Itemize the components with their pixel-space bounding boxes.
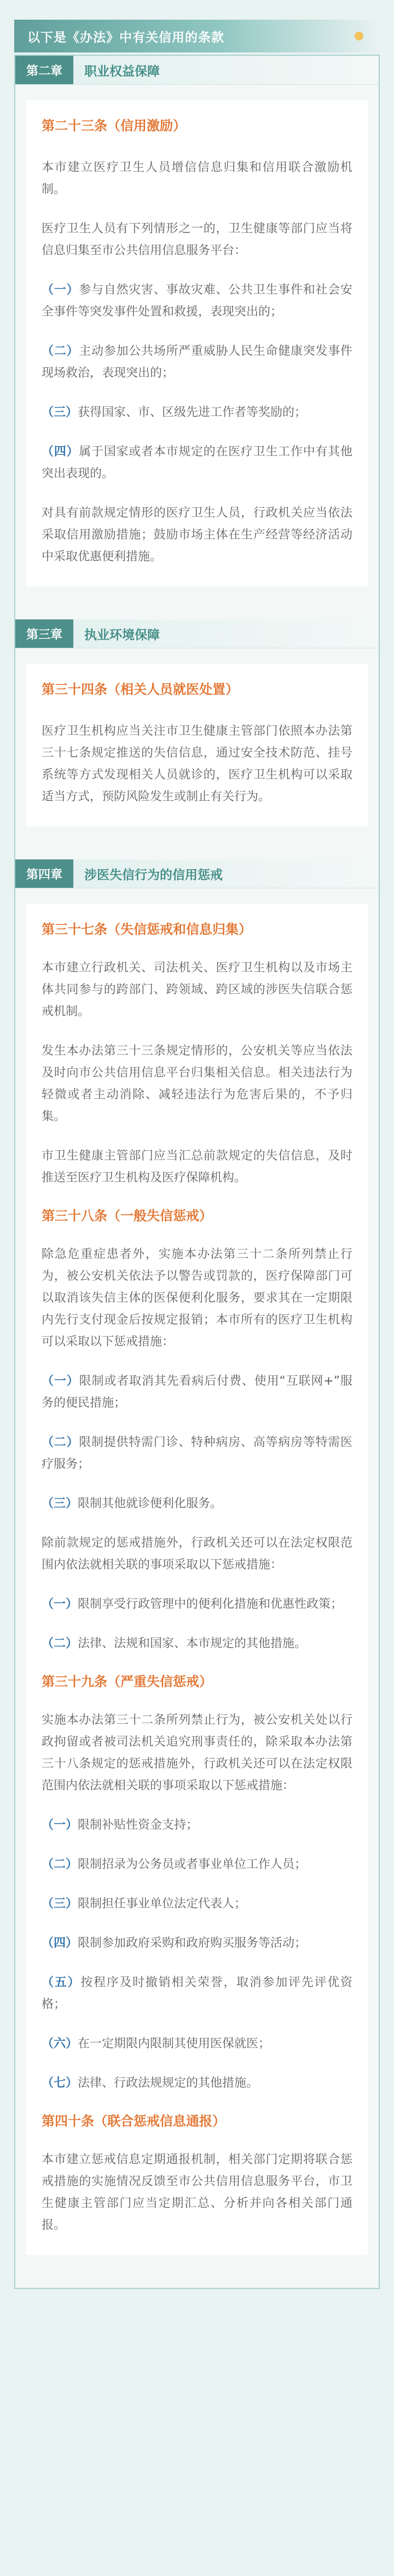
list-item	[42, 1594, 352, 1615]
item-number: （五）	[42, 1976, 81, 1989]
item-text: 限制提供特需门诊、特种病房、高等病房等特需医疗服务；	[42, 1436, 352, 1471]
list-item	[42, 1432, 352, 1476]
article-paragraph: 对具有前款规定情形的医疗卫生人员，行政机关应当依法采取信用激励措施；鼓励市场主体在生产经营等经济活动中采取优惠便利措施。	[42, 506, 352, 564]
chapter-title: 涉医失信行为的信用惩戒	[84, 868, 223, 882]
chapter-header	[15, 859, 379, 888]
list-item	[42, 1814, 352, 1836]
article-paragraph: 实施本办法第三十二条所列禁止行为，被公安机关处以行政拘留或者被司法机关追究刑事责任的，除采取本办法第三十八条规定的惩戒措施外，行政机关还可以在法定权限范围内依法就相关联的事项采取以下惩戒措施：	[42, 1713, 352, 1793]
item-number: （二）	[42, 1637, 78, 1650]
list-item	[42, 2033, 352, 2055]
intro-banner	[14, 20, 380, 52]
list-item	[42, 1854, 352, 1876]
item-text: 法律、行政法规规定的其他措施。	[78, 2076, 259, 2090]
intro-title: 以下是《办法》中有关信用的条款	[27, 30, 224, 45]
list-item	[42, 1633, 352, 1655]
item-text: 获得国家、市、区级先进工作者等奖励的；	[78, 406, 307, 419]
item-number: （三）	[42, 406, 78, 419]
item-number: （二）	[42, 344, 79, 358]
list-item	[42, 341, 352, 384]
article-paragraph: 除前款规定的惩戒措施外，行政机关还可以在法定权限范围内依法就相关联的事项采取以下惩戒措施：	[42, 1536, 352, 1572]
item-number: （三）	[42, 1897, 78, 1911]
article-title: 第三十九条（严重失信惩戒）	[42, 1674, 212, 1689]
chapter-number: 第三章	[15, 619, 73, 648]
item-number: （四）	[42, 1936, 78, 1950]
article-paragraph: 除急危重症患者外，实施本办法第三十二条所列禁止行为，被公安机关依法予以警告或罚款的，医疗保障部门可以取消该失信主体的医保便利化服务，要求其在一定期限内先行支付现金后按规定报销；本市所有的医疗卫生机构可以采取以下惩戒措施：	[42, 1248, 352, 1349]
chapter-number: 第二章	[15, 56, 73, 84]
list-item	[42, 2072, 352, 2094]
article-paragraph: 医疗卫生人员有下列情形之一的，卫生健康等部门应当将信息归集至市公共信用信息服务平台：	[42, 222, 352, 257]
item-text: 在一定期限内限制其使用医保就医；	[78, 2037, 271, 2051]
list-item	[42, 441, 352, 485]
item-text: 限制补贴性资金支持；	[78, 1818, 199, 1832]
item-number: （四）	[42, 445, 79, 459]
item-number: （三）	[42, 1497, 78, 1511]
item-text: 限制担任事业单位法定代表人；	[78, 1897, 247, 1911]
item-number: （一）	[42, 1597, 78, 1611]
item-number: （二）	[42, 1858, 78, 1871]
list-item	[42, 1933, 352, 1954]
item-text: 参与自然灾害、事故灾难、公共卫生事件和社会安全事件等突发事件处置和救援，表现突出的；	[42, 283, 352, 319]
item-number: （一）	[42, 1374, 79, 1388]
content-frame	[14, 55, 380, 2289]
article-title: 第二十三条（信用激励）	[42, 118, 186, 133]
chapter-section	[15, 888, 379, 2288]
item-text: 限制招录为公务员或者事业单位工作人员；	[78, 1858, 307, 1871]
list-item	[42, 279, 352, 323]
article-paragraph: 医疗卫生机构应当关注市卫生健康主管部门依照本办法第三十七条规定推送的失信信息，通过安全技术防范、挂号系统等方式发现相关人员就诊的，医疗卫生机构可以采取适当方式，预防风险发生或制止有关行为。	[42, 724, 352, 804]
article-title: 第三十七条（失信惩戒和信息归集）	[42, 922, 252, 937]
article-card	[26, 100, 368, 587]
article-paragraph: 本市建立行政机关、司法机关、医疗卫生机构以及市场主体共同参与的跨部门、跨领域、跨区域的涉医失信联合惩戒机制。	[42, 961, 352, 1018]
item-number: （二）	[42, 1436, 79, 1449]
item-number: （六）	[42, 2037, 78, 2051]
article-paragraph: 本市建立医疗卫生人员增信信息归集和信用联合激励机制。	[42, 161, 352, 196]
item-text: 属于国家或者本市规定的在医疗卫生工作中有其他突出表现的。	[42, 445, 352, 481]
chapter-header	[15, 619, 379, 648]
article-card	[26, 664, 368, 827]
article-title: 第三十八条（一般失信惩戒）	[42, 1208, 212, 1223]
chapter-number: 第四章	[15, 859, 73, 888]
list-item	[42, 1493, 352, 1515]
item-text: 法律、法规和国家、本市规定的其他措施。	[78, 1637, 307, 1650]
chapter-title: 职业权益保障	[84, 64, 160, 79]
item-text: 限制其他就诊便利化服务。	[78, 1497, 223, 1511]
decorative-dot-icon	[355, 32, 363, 40]
article-paragraph: 本市建立惩戒信息定期通报机制，相关部门定期将联合惩戒措施的实施情况反馈至市公共信用信息服务平台，市卫生健康主管部门应当定期汇总、分析并向各相关部门通报。	[42, 2153, 352, 2232]
article-paragraph: 市卫生健康主管部门应当汇总前款规定的失信信息，及时推送至医疗卫生机构及医疗保障机构。	[42, 1149, 352, 1185]
item-number: （一）	[42, 283, 79, 297]
article-title: 第三十四条（相关人员就医处置）	[42, 682, 239, 697]
item-text: 按程序及时撤销相关荣誉，取消参加评先评优资格；	[42, 1976, 352, 2011]
article-card	[26, 904, 368, 2255]
list-item	[42, 402, 352, 424]
chapter-section	[15, 85, 379, 619]
list-item	[42, 1893, 352, 1915]
chapter-section	[15, 648, 379, 859]
item-text: 限制参加政府采购和政府购买服务等活动；	[78, 1936, 307, 1950]
chapter-header	[15, 56, 379, 85]
item-number: （一）	[42, 1818, 78, 1832]
article-paragraph: 发生本办法第三十三条规定情形的，公安机关等应当依法及时向市公共信用信息平台归集相关信息。相关违法行为轻微或者主动消除、减轻违法行为危害后果的，不予归集。	[42, 1044, 352, 1123]
article-title: 第四十条（联合惩戒信息通报）	[42, 2114, 225, 2129]
item-text: 主动参加公共场所严重威胁人民生命健康突发事件现场救治，表现突出的；	[42, 344, 352, 380]
item-text: 限制享受行政管理中的便利化措施和优惠性政策；	[78, 1597, 343, 1611]
item-number: （七）	[42, 2076, 78, 2090]
chapter-title: 执业环境保障	[84, 628, 160, 642]
list-item	[42, 1972, 352, 2016]
item-text: 限制或者取消其先看病后付费、使用“互联网+”服务的便民措施；	[42, 1374, 352, 1410]
list-item	[42, 1371, 352, 1414]
